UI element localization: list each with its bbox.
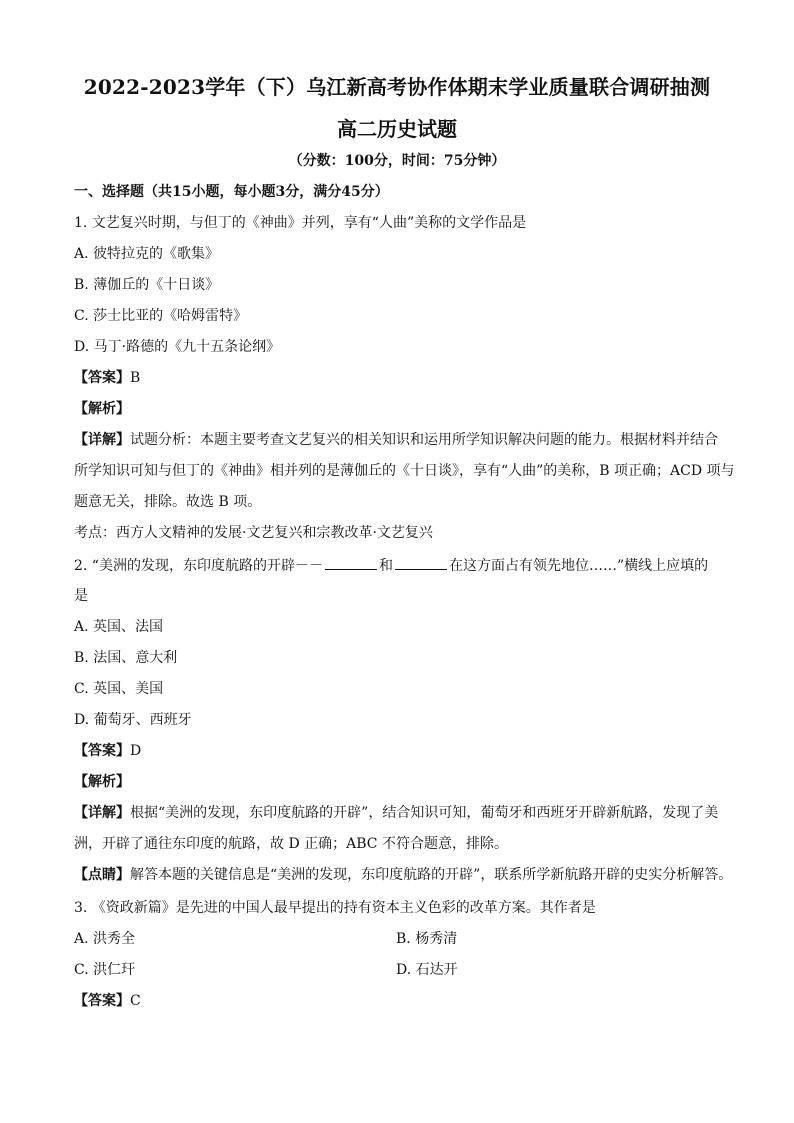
q2-blank-1 [325,555,377,570]
q2-detail-line-1 [74,803,718,823]
q2-detail-text-1: 根据“美洲的发现，东印度航路的开辟”，结合知识可知，葡萄牙和西班牙开辟新航路，发现了美 [130,805,719,821]
q2-point-text: 解答本题的关键信息是“美洲的发现，东印度航路的开辟”，联系所学新航路开辟的史实分析解答。 [130,867,733,883]
q2-option-d: D. 葡萄牙、西班牙 [74,712,192,728]
q3-option-b: B. 杨秀清 [396,931,458,947]
q2-detail-line-2: 洲，开辟了通往东印度的航路，故 D 正确；ABC 不符合题意，排除。 [74,836,508,852]
q1-option-c: C. 莎士比亚的《哈姆雷特》 [74,308,248,324]
q1-analysis-tag: 【解析】 [74,401,130,417]
exam-meta: （分数：100分，时间：75分钟） [288,153,506,169]
exam-title: 2022-2023学年（下）乌江新高考协作体期末学业质量联合调研抽测 [83,75,711,99]
q2-stem-cont: 是 [74,588,88,604]
q1-detail-line-3: 题意无关，排除。故选 B 项。 [74,494,262,510]
q1-detail-line-1 [74,430,718,450]
q2-detail-tag: 【详解】 [74,805,130,821]
q1-detail-tag: 【详解】 [74,432,130,448]
q3-option-d: D. 石达开 [396,962,458,978]
q2-answer-value: D [130,743,142,759]
q1-answer [74,368,140,388]
q2-answer [74,741,141,761]
q1-answer-tag: 【答案】 [74,370,130,386]
section-title: 一、选择题（共15小题，每小题3分，满分45分） [74,184,389,200]
q3-stem: 3. 《资政新篇》是先进的中国人最早提出的持有资本主义色彩的改革方案。其作者是 [74,900,596,916]
q2-stem-part-b: 和 [378,558,393,574]
q3-answer-tag: 【答案】 [74,993,130,1009]
q2-option-c: C. 英国、美国 [74,681,164,697]
q1-stem: 1. 文艺复兴时期，与但丁的《神曲》并列，享有“人曲”美称的文学作品是 [74,215,527,231]
q2-stem-part-c: 在这方面占有领先地位……”横线上应填的 [448,558,709,574]
exam-subtitle: 高二历史试题 [337,117,457,141]
q2-stem-part-a: 2. “美洲的发现，东印度航路的开辟－－ [74,558,323,574]
q2-option-b: B. 法国、意大利 [74,650,178,666]
q1-option-a: A. 彼特拉克的《歌集》 [74,246,220,262]
q2-analysis-tag: 【解析】 [74,774,130,790]
q1-option-d: D. 马丁·路德的《九十五条论纲》 [74,339,281,355]
q3-answer [74,991,141,1011]
q2-answer-tag: 【答案】 [74,743,130,759]
q2-stem [74,555,708,576]
q3-option-a: A. 洪秀全 [74,931,136,947]
q1-answer-value: B [130,370,141,386]
q2-option-a: A. 英国、法国 [74,619,164,635]
q1-kaodian: 考点：西方人文精神的发展·文艺复兴和宗教改革·文艺复兴 [74,525,433,541]
q1-detail-text-1: 试题分析：本题主要考查文艺复兴的相关知识和运用所学知识解决问题的能力。根据材料并结合 [130,432,718,448]
q3-option-c: C. 洪仁玕 [74,962,136,978]
q2-point [74,865,732,885]
q2-point-tag: 【点睛】 [74,867,130,883]
q2-blank-2 [395,555,447,570]
q1-option-b: B. 薄伽丘的《十日谈》 [74,277,220,293]
q1-detail-line-2: 所学知识可知与但丁的《神曲》相并列的是薄伽丘的《十日谈》，享有“人曲”的美称，B 项正确；ACD 项与 [74,463,735,479]
q3-answer-value: C [130,993,141,1009]
